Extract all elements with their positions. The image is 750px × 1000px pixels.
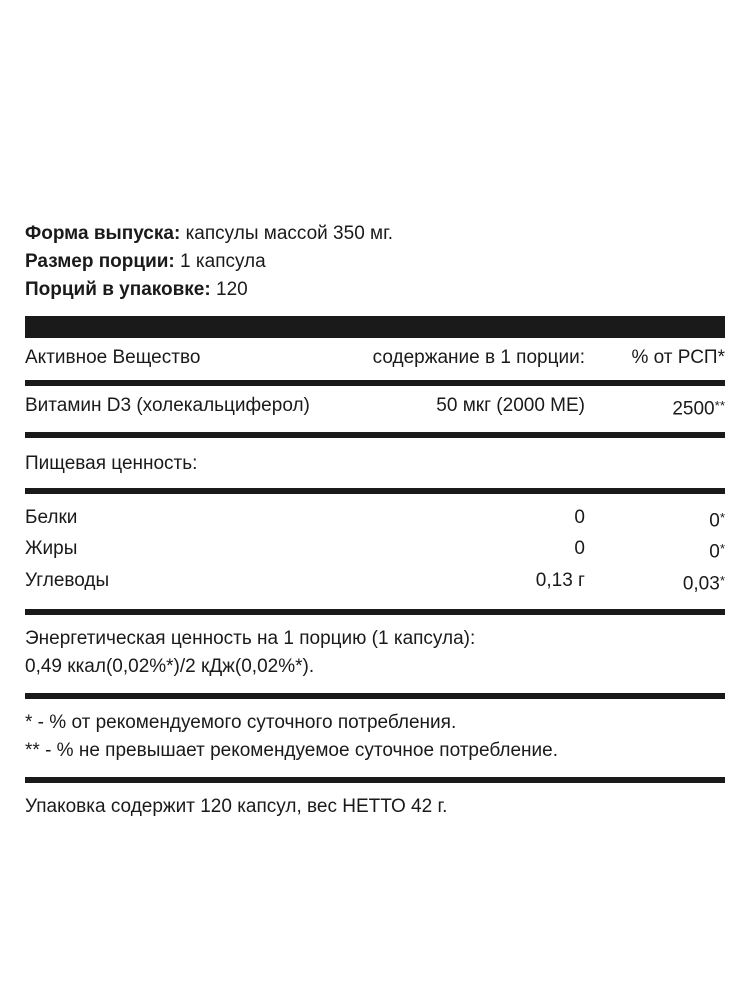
table-header-row xyxy=(25,344,725,372)
footnote-1: * - % от рекомендуемого суточного потребления. xyxy=(25,711,457,733)
active-amount: 50 мкг (2000 МЕ) xyxy=(436,395,585,416)
nutrient-amount: 0 xyxy=(574,538,585,560)
divider xyxy=(25,380,725,386)
energy-line-1: Энергетическая ценность на 1 порцию (1 капсула): xyxy=(25,627,476,649)
nutrient-list xyxy=(25,504,725,599)
servings-value: 120 xyxy=(216,279,248,300)
divider xyxy=(25,488,725,494)
divider xyxy=(25,609,725,615)
nutrient-row xyxy=(25,504,725,536)
energy-block xyxy=(25,625,725,681)
active-percent: 2500** xyxy=(672,398,725,420)
form-value: капсулы массой 350 мг. xyxy=(185,223,393,244)
nutrient-name: Жиры xyxy=(25,538,78,560)
nutrient-percent: 0* xyxy=(709,509,725,532)
nutrient-row xyxy=(25,535,725,567)
nutrient-percent: 0,03* xyxy=(682,572,725,595)
energy-line-2: 0,49 ккал(0,02%*)/2 кДж(0,02%*). xyxy=(25,655,315,677)
active-row xyxy=(25,392,725,424)
active-name: Витамин D3 (холекальциферол) xyxy=(25,395,310,416)
header-divider xyxy=(25,316,725,338)
footnote-2: ** - % не превышает рекомендуемое суточное потребление. xyxy=(25,739,558,761)
nutrient-row xyxy=(25,567,725,599)
servings-line xyxy=(25,276,725,304)
substance-header: Активное Вещество xyxy=(25,347,201,368)
serving-label: Размер порции: xyxy=(25,251,175,272)
servings-label: Порций в упаковке: xyxy=(25,279,211,300)
serving-value: 1 капсула xyxy=(180,251,266,272)
form-line xyxy=(25,220,725,248)
nutrient-amount: 0 xyxy=(574,506,585,528)
footnotes xyxy=(25,709,725,765)
nutrition-title: Пищевая ценность: xyxy=(25,452,198,474)
supplement-facts xyxy=(25,220,725,821)
serving-line xyxy=(25,248,725,276)
form-label: Форма выпуска: xyxy=(25,223,181,244)
nutrient-amount: 0,13 г xyxy=(535,569,585,591)
nutrient-name: Углеводы xyxy=(25,569,110,591)
content-header: содержание в 1 порции: xyxy=(372,347,585,368)
package-info: Упаковка содержит 120 капсул, вес НЕТТО 42 г. xyxy=(25,795,448,817)
divider xyxy=(25,777,725,783)
divider xyxy=(25,432,725,438)
nutrient-name: Белки xyxy=(25,506,78,528)
rsp-header: % от РСП* xyxy=(631,347,725,368)
divider xyxy=(25,693,725,699)
nutrient-percent: 0* xyxy=(709,541,725,563)
